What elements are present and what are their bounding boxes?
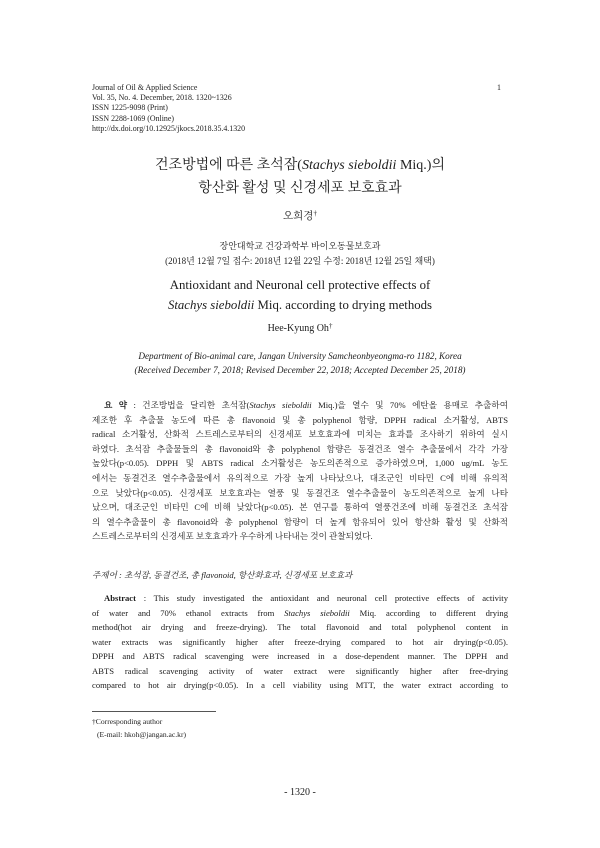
keywords-label: 주제어 — [92, 570, 117, 580]
affiliation-english — [92, 350, 508, 377]
abstract-text: : 건조방법을 달리한 초석잠( — [127, 400, 250, 410]
abstract-line: 하였다. 초석잠 추출물들의 총 flavonoid와 총 polyphenol 함량은 동결건조 열수 추출물에서 각각 가장 — [92, 443, 508, 454]
title-english-text: Miq. according to drying methods — [254, 298, 433, 312]
submission-dates: (Received December 7, 2018; Revised December 22, 2018; Accepted December 25, 2018) — [134, 364, 466, 375]
title-korean-line — [92, 154, 508, 177]
abstract-line: 높았다(p<0.05). DPPH 및 ABTS radical 소거활성은 농도의존적으로 증가하였으며, 1,000 ug/mL 농도 — [92, 458, 508, 469]
title-korean-text: Miq.)의 — [396, 158, 445, 173]
abstract-line: 에서는 동결건조 열수추출물에서 유의적으로 가장 높게 나타났으나, 대조군인 비타민 C에 비해 유의적 — [92, 472, 508, 483]
affiliation-text: Department of Bio-animal care, Jangan University Samcheonbyeongma-ro 1182, Korea — [138, 351, 462, 361]
abstract-line — [92, 606, 508, 621]
abstract-line: 의 열수추출물이 총 flavonoid와 총 polyphenol 함량이 더 높게 함유되어 있어 항산화 활성 및 산화적 — [92, 516, 508, 527]
abstract-english — [92, 591, 508, 693]
abstract-line: compared to hot air drying(p<0.05). In a cell viability using MTT, the water extract according to — [92, 680, 508, 690]
journal-name: Journal of Oil & Applied Science — [92, 83, 198, 92]
abstract-line — [92, 398, 508, 413]
page-number: - 1320 - — [284, 787, 316, 798]
species-name: Stachys sieboldii — [167, 298, 255, 312]
title-english-line — [92, 295, 508, 315]
issn-online: ISSN 2288-1069 (Online) — [92, 113, 174, 123]
keywords-korean — [92, 568, 352, 582]
issn-print: ISSN 1225-9098 (Print) — [92, 103, 168, 113]
doi-link[interactable]: http://dx.doi.org/10.12925/jkocs.2018.35.4.1320 — [92, 123, 246, 133]
page-marker: 1 — [497, 83, 501, 92]
abstract-line: method(hot air drying and freeze-drying). The total flavonoid and total polyphenol content in — [92, 622, 508, 632]
abstract-text: Miq.)을 열수 및 70% 에탄올 용매로 추출하여 — [311, 400, 509, 410]
email-link[interactable]: (E-mail: hkoh@jangan.ac.kr) — [97, 729, 187, 739]
corresponding-mark: † — [92, 717, 96, 726]
abstract-line: 으로 낮았다(p<0.05). 신경세포 보호효과는 열풍 및 동결건조 열수추출물이 농도의존적으로 높게 나타 — [92, 487, 508, 498]
abstract-line: water extracts was significantly higher after freeze-drying compared to hot air drying(p<0.05). — [92, 636, 508, 647]
journal-header — [92, 83, 245, 134]
abstract-line: ABTS radical scavenging activity of water extract were significantly higher after free-drying — [92, 665, 508, 676]
footnote — [92, 716, 186, 741]
abstract-line: DPPH and ABTS radical scavenging were increased in a dose-dependent manner. The DPPH and — [92, 651, 508, 661]
abstract-label: Abstract — [104, 593, 136, 603]
abstract-text: of water and 70% ethanol extracts from — [92, 607, 285, 618]
abstract-line: 제조한 후 추출물 농도에 따른 총 flavonoid 및 총 polyphenol 함량, DPPH radical 소거활성, ABTS — [92, 414, 508, 425]
author-english — [92, 322, 508, 336]
keywords-text: : 초석잠, 동결건조, 총 flavonoid, 항산화효과, 신경세포 보호효과 — [116, 570, 353, 580]
corresponding-mark: † — [328, 321, 333, 330]
corresponding-mark: † — [313, 208, 318, 218]
abstract-line — [92, 591, 508, 606]
affiliation-korean — [92, 239, 508, 269]
author-korean — [92, 210, 508, 224]
affiliation-text: 장안대학교 건강과학부 바이오동물보호과 — [219, 241, 381, 251]
title-english-line: Antioxidant and Neuronal cell protective effects of — [169, 278, 431, 292]
abstract-line: radical 소거활성, 산화적 스트레스로부터의 신경세포 보호효과에 미치는 효과를 조사하기 위하여 실시 — [92, 429, 508, 440]
footnote-text: Corresponding author — [95, 717, 163, 726]
species-name: Stachys sieboldii — [249, 400, 312, 410]
abstract-korean — [92, 398, 508, 544]
abstract-text: Miq. according to different drying — [349, 607, 509, 618]
abstract-line: 스트레스로부터의 신경세포 보호효과가 우수하게 나타내는 것이 관찰되었다. — [92, 531, 373, 542]
abstract-line: 났으며, 대조군인 비타민 C에 비해 낮았다(p<0.05). 본 연구를 통하여 열풍건조에 비해 동결건조 초석잠 — [92, 502, 508, 513]
title-korean-line: 항산화 활성 및 신경세포 보호효과 — [198, 181, 402, 196]
title-korean — [92, 154, 508, 200]
author-name: 오희경 — [282, 211, 314, 222]
title-korean-text: 건조방법에 따른 초석잠( — [155, 158, 302, 173]
footnote-divider — [92, 711, 216, 712]
footnote-line — [92, 716, 186, 729]
species-name: Stachys sieboldii — [301, 158, 397, 173]
submission-dates: (2018년 12월 7일 접수: 2018년 12월 22일 수정: 2018년 12월 25일 채택) — [165, 256, 435, 266]
author-name: Hee-Kyung Oh — [267, 323, 329, 334]
title-english — [92, 275, 508, 315]
abstract-label: 요 약 — [104, 400, 128, 410]
species-name: Stachys sieboldii — [284, 607, 350, 618]
journal-volume: Vol. 35, No. 4. December, 2018. 1320~1326 — [92, 93, 232, 103]
abstract-text: : This study investigated the antioxidant and neuronal cell protective effects of activity — [135, 593, 508, 603]
